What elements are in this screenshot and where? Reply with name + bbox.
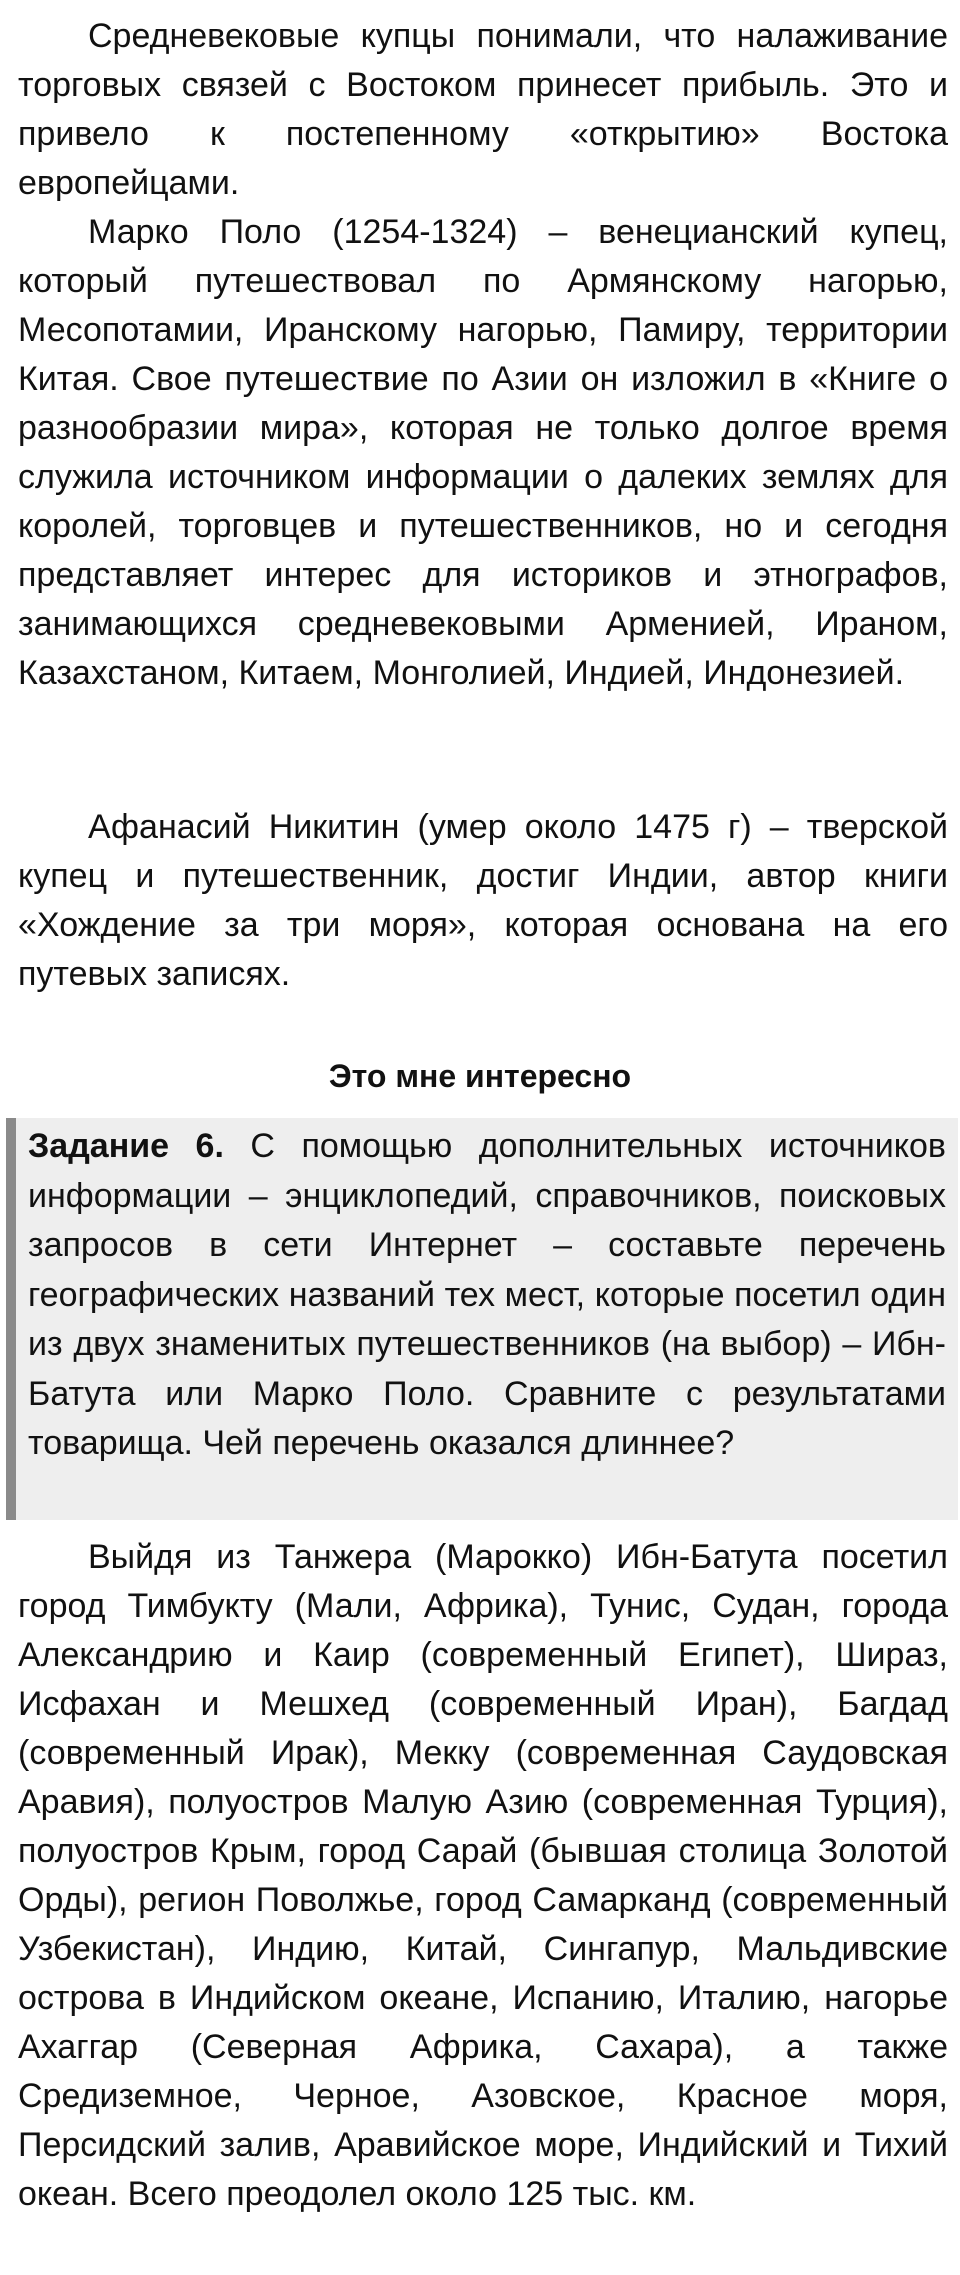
paragraph-merchants: Средневековые купцы понимали, что налаживание торговых связей с Востоком принесет прибыль. Это и привело к постепенному «открытию» Востока европейцами. [18, 17, 948, 202]
task-box [6, 1118, 958, 1520]
task-body: С помощью дополнительных источников информации – энциклопедий, справочников, поисковых запросов в сети Интернет – составьте перечень географических названий тех мест, которые посетил один из двух знаменитых путешественников (на выбор) – Ибн-Батута или Марко Поло. Сравните с результатами товарища. Чей перечень оказался длиннее? [28, 1127, 946, 1462]
paragraph-afanasy-nikitin: Афанасий Никитин (умер около 1475 г) – тверской купец и путешественник, достиг Индии, автор книги «Хождение за три моря», которая основана на его путевых записях. [18, 808, 948, 993]
paragraph-marco-polo: Марко Поло (1254-1324) – венецианский купец, который путешествовал по Армянскому нагорью, Месопотамии, Иранскому нагорью, Памиру, территории Китая. Свое путешествие по Азии он изложил в «Книге о разнообразии мира», которая не только долгое время служила источником информации о далеких землях для королей, торговцев и путешественников, но и сегодня представляет интерес для историков и этнографов, занимающихся средневековыми Арменией, Ираном, Казахстаном, Китаем, Монголией, Индией, Индонезией. [18, 213, 948, 692]
section-heading: Это мне интересно [328, 1058, 632, 1094]
task-label: Задание 6. [28, 1127, 224, 1165]
task-text [16, 1118, 958, 1469]
paragraph-answer: Выйдя из Танжера (Марокко) Ибн-Батута посетил город Тимбукту (Мали, Африка), Тунис, Судан, города Александрию и Каир (современный Египет), Шираз, Исфахан и Мешхед (современный Иран), Багдад (современный Ирак), Мекку (современная Саудовская Аравия), полуостров Малую Азию (современная Турция), полуостров Крым, город Сарай (бывшая столица Золотой Орды), регион Поволжье, город Самарканд (современный Узбекистан), Индию, Китай, Сингапур, Мальдивские острова в Индийском океане, Испанию, Италию, нагорье Ахаггар (Северная Африка, Сахара), а также Средиземное, Черное, Азовское, Красное моря, Персидский залив, Аравийское море, Индийский и Тихий океан. Всего преодолел около 125 тыс. км. [18, 1538, 948, 2213]
